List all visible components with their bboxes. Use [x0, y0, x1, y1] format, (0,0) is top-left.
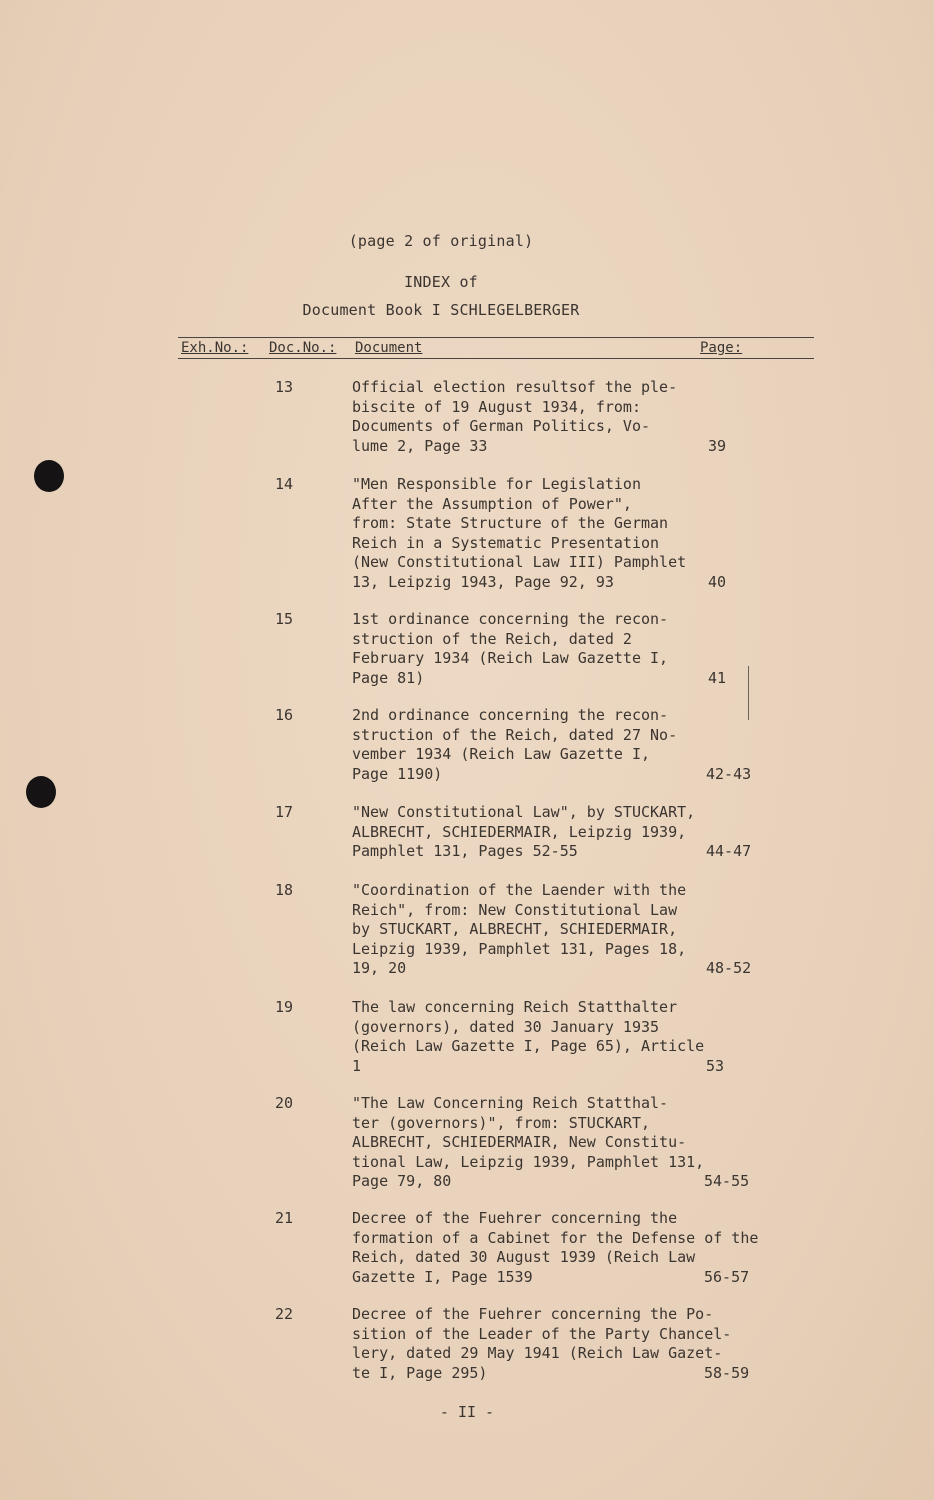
description-line: ter (governors)", from: STUCKART,: [352, 1113, 651, 1132]
description-line: sition of the Leader of the Party Chancel-: [352, 1324, 732, 1343]
doc-number: 15: [275, 610, 294, 628]
description-line: Reich, dated 30 August 1939 (Reich Law: [352, 1248, 696, 1266]
description-line: The law concerning Reich Statthalter: [352, 998, 678, 1016]
doc-number: 16: [275, 706, 294, 724]
description-line: "The Law Concerning Reich Statthal-: [352, 1094, 669, 1112]
page-range: 58-59: [704, 1363, 750, 1382]
doc-number: 21: [275, 1209, 294, 1227]
description-line: biscite of 19 August 1934, from:: [352, 397, 641, 416]
description-line: lume 2, Page 33: [352, 436, 488, 455]
description-line: formation of a Cabinet for the Defense of the: [352, 1228, 759, 1247]
description-line: (New Constitutional Law III) Pamphlet: [352, 553, 687, 571]
description-line: Pamphlet 131, Pages 52-55: [352, 842, 578, 860]
column-header-exh-no: Exh.No.:: [181, 340, 249, 356]
punch-hole: [34, 460, 64, 492]
description-line: Documents of German Politics, Vo-: [352, 417, 651, 435]
doc-number: 18: [275, 881, 294, 899]
description-line: struction of the Reich, dated 27 No-: [352, 725, 678, 744]
description-line: tional Law, Leipzig 1939, Pamphlet 131,: [352, 1152, 705, 1171]
page-range: 42-43: [706, 764, 752, 783]
margin-mark: [748, 666, 749, 720]
description-line: lery, dated 29 May 1941 (Reich Law Gazet-: [352, 1344, 723, 1362]
index-title: INDEX of: [404, 273, 478, 291]
description-line: Page 1190): [352, 764, 443, 783]
description-line: ALBRECHT, SCHIEDERMAIR, Leipzig 1939,: [352, 822, 687, 841]
page-range: 53: [706, 1056, 725, 1075]
column-header-document: Document: [355, 340, 423, 356]
description-line: 1: [352, 1056, 362, 1075]
description-line: Gazette I, Page 1539: [352, 1267, 533, 1286]
page-range: 48-52: [706, 959, 752, 977]
description-line: Official election resultsof the ple-: [352, 378, 678, 396]
doc-number: 14: [275, 475, 294, 493]
description-line: Leipzig 1939, Pamphlet 131, Pages 18,: [352, 939, 687, 958]
description-line: Reich in a Systematic Presentation: [352, 533, 660, 552]
description-line: ALBRECHT, SCHIEDERMAIR, New Constitu-: [352, 1133, 687, 1151]
column-header-page: Page:: [700, 340, 743, 356]
page-range: 40: [708, 572, 727, 591]
header-rule-top: [178, 337, 814, 338]
page-range: 56-57: [704, 1267, 750, 1286]
description-line: "New Constitutional Law", by STUCKART,: [352, 803, 696, 821]
description-line: 2nd ordinance concerning the recon-: [352, 706, 669, 724]
page-range: 41: [708, 668, 727, 687]
description-line: vember 1934 (Reich Law Gazette I,: [352, 745, 651, 763]
description-line: "Coordination of the Laender with the: [352, 881, 687, 899]
description-line: (governors), dated 30 January 1935: [352, 1017, 660, 1036]
description-line: te I, Page 295): [352, 1363, 488, 1382]
description-line: 19, 20: [352, 959, 407, 977]
description-line: Decree of the Fuehrer concerning the: [352, 1209, 678, 1227]
description-line: from: State Structure of the German: [352, 514, 669, 532]
doc-number: 19: [275, 998, 294, 1016]
page-note: (page 2 of original): [348, 232, 534, 250]
description-line: by STUCKART, ALBRECHT, SCHIEDERMAIR,: [352, 920, 678, 938]
document-description: [352, 998, 792, 1076]
column-header-doc-no: Doc.No.:: [269, 340, 337, 356]
doc-number: 22: [275, 1305, 294, 1323]
header-rule-bottom: [178, 358, 814, 359]
description-line: (Reich Law Gazette I, Page 65), Article: [352, 1037, 705, 1055]
description-line: Page 81): [352, 668, 425, 687]
doc-number: 13: [275, 378, 294, 396]
description-line: "Men Responsible for Legislation: [352, 475, 641, 493]
page-footer: - II -: [439, 1403, 495, 1421]
description-line: 13, Leipzig 1943, Page 92, 93: [352, 572, 614, 591]
description-line: After the Assumption of Power",: [352, 494, 632, 513]
description-line: Reich", from: New Constitutional Law: [352, 900, 678, 919]
doc-number: 17: [275, 803, 294, 821]
description-line: 1st ordinance concerning the recon-: [352, 610, 669, 628]
description-line: Decree of the Fuehrer concerning the Po-: [352, 1305, 714, 1323]
description-line: struction of the Reich, dated 2: [352, 629, 632, 648]
description-line: Page 79, 80: [352, 1172, 452, 1190]
punch-hole: [26, 776, 56, 808]
book-title: Document Book I SCHLEGELBERGER: [302, 301, 580, 319]
page-range: 39: [708, 436, 727, 455]
doc-number: 20: [275, 1094, 294, 1112]
page-range: 44-47: [706, 842, 752, 860]
description-line: February 1934 (Reich Law Gazette I,: [352, 649, 669, 667]
page-range: 54-55: [704, 1172, 750, 1190]
